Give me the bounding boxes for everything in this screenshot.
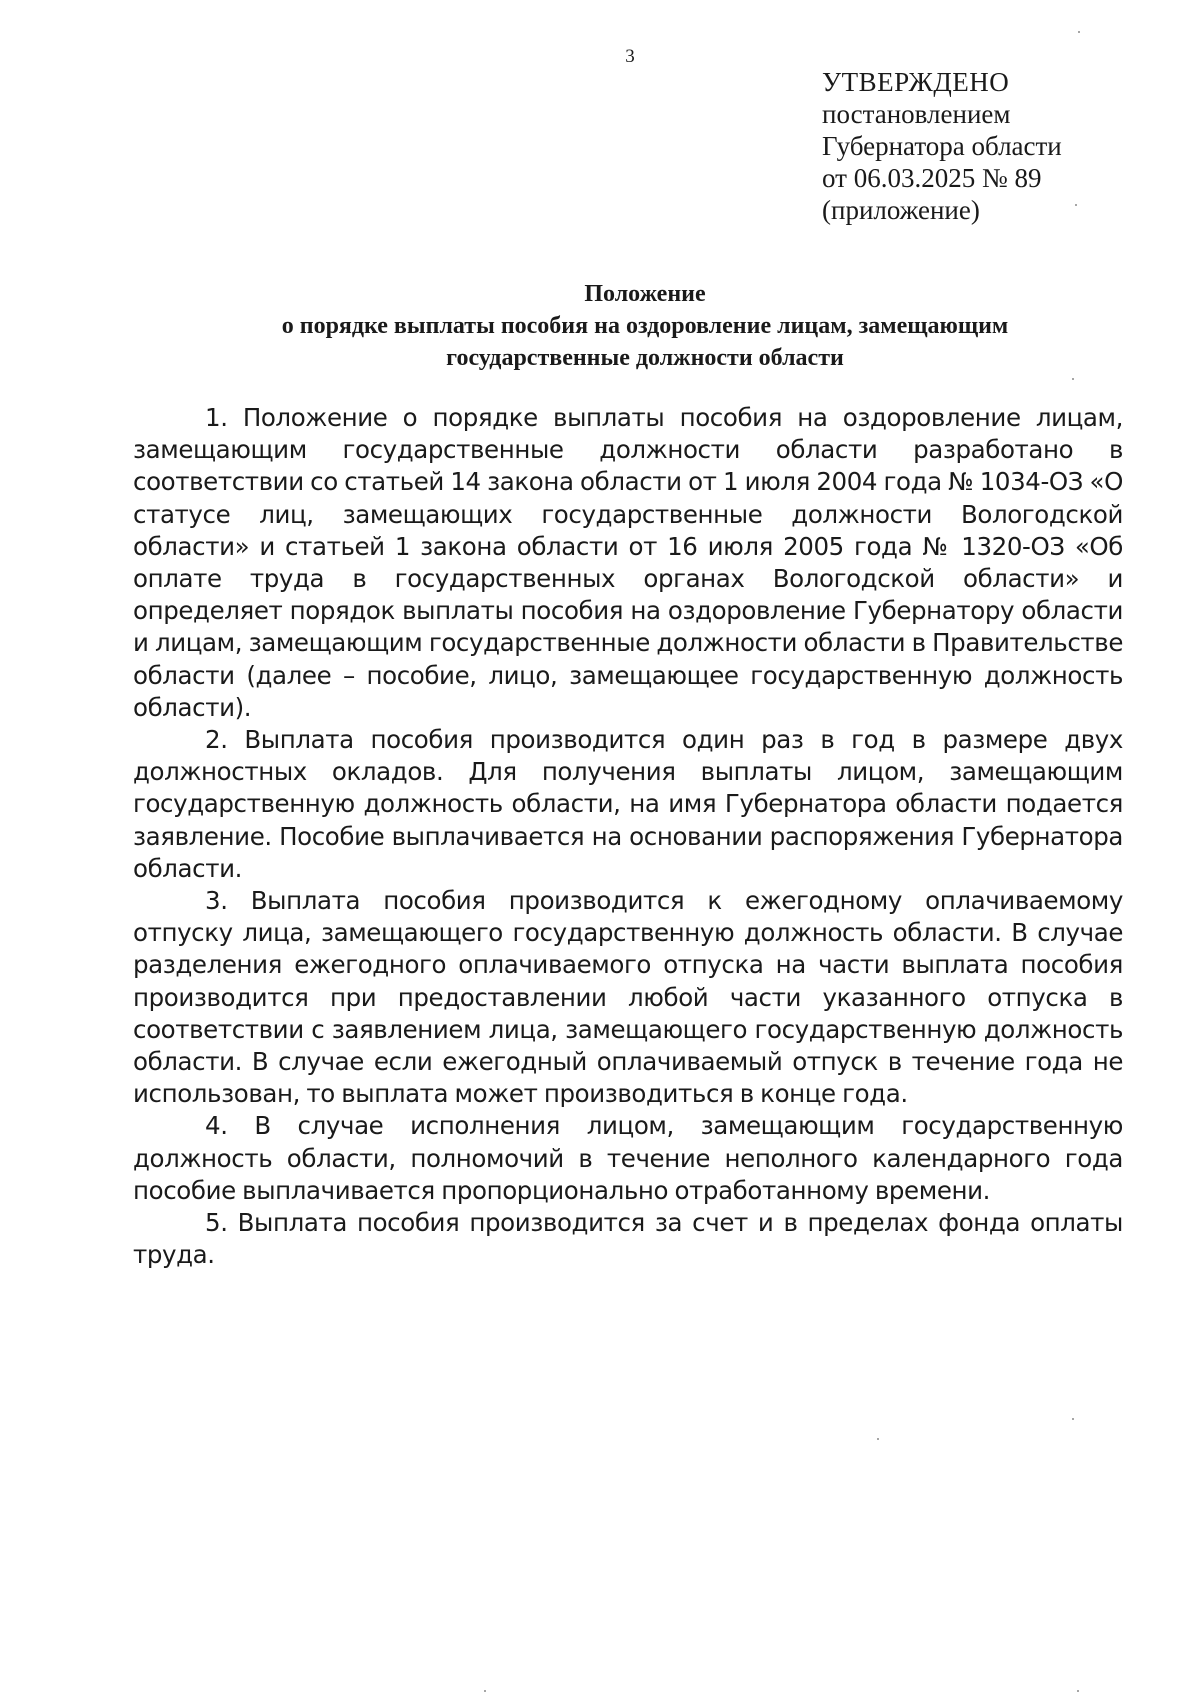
- document-title: [130, 278, 1160, 374]
- title-line: Положение: [584, 281, 706, 307]
- approval-line: (приложение): [822, 195, 980, 225]
- scan-artifact: [1077, 1690, 1079, 1692]
- approval-stamp: [822, 66, 1182, 226]
- scan-artifact: [1075, 204, 1077, 206]
- paragraph-4: 4. В случае исполнения лицом, замещающим государственную должность области, полномочий в течение неполного календарного года пособие выплачивается пропорционально отработанному времени.: [133, 1111, 1123, 1205]
- title-line: о порядке выплаты пособия на оздоровление лицам, замещающим: [281, 313, 1009, 339]
- approval-heading: УТВЕРЖДЕНО: [822, 67, 1010, 97]
- title-line: государственные должности области: [446, 345, 844, 371]
- scan-artifact: [877, 1438, 879, 1440]
- paragraph-5: 5. Выплата пособия производится за счет и в пределах фонда оплаты труда.: [133, 1208, 1123, 1270]
- scan-artifact: [1078, 31, 1080, 33]
- approval-date-number: от 06.03.2025 № 89: [822, 163, 1042, 193]
- page-number: 3: [625, 46, 635, 67]
- scan-artifact: [484, 1690, 486, 1692]
- approval-line: постановлением: [822, 99, 1011, 129]
- paragraph-2: 2. Выплата пособия производится один раз в год в размере двух должностных окладов. Для получения выплаты лицом, замещающим государственную должность области, на имя Губернатора области подается заявление. Пособие выплачивается на основании распоряжения Губернатора области.: [133, 725, 1123, 883]
- document-body: [133, 402, 1123, 1271]
- approval-line: Губернатора области: [822, 131, 1062, 161]
- scan-artifact: [1072, 378, 1074, 380]
- paragraph-3: 3. Выплата пособия производится к ежегодному оплачиваемому отпуску лица, замещающего государственную должность области. В случае разделения ежегодного оплачиваемого отпуска на части выплата пособия производится при предоставлении любой части указанного отпуска в соответствии с заявлением лица, замещающего государственную должность области. В случае если ежегодный оплачиваемый отпуск в течение года не использован, то выплата может производиться в конце года.: [133, 886, 1123, 1109]
- scan-artifact: [1072, 1418, 1074, 1420]
- paragraph-1: 1. Положение о порядке выплаты пособия на оздоровление лицам, замещающим государственные должности области разработано в соответствии со статьей 14 закона области от 1 июля 2004 года № 1034-ОЗ «О статусе лиц, замещающих государственные должности Вологодской области» и статьей 1 закона области от 16 июля 2005 года № 1320-ОЗ «Об оплате труда в государственных органах Вологодской области» и определяет порядок выплаты пособия на оздоровление Губернатору области и лицам, замещающим государственные должности области в Правительстве области (далее – пособие, лицо, замещающее государственную должность области).: [133, 403, 1123, 722]
